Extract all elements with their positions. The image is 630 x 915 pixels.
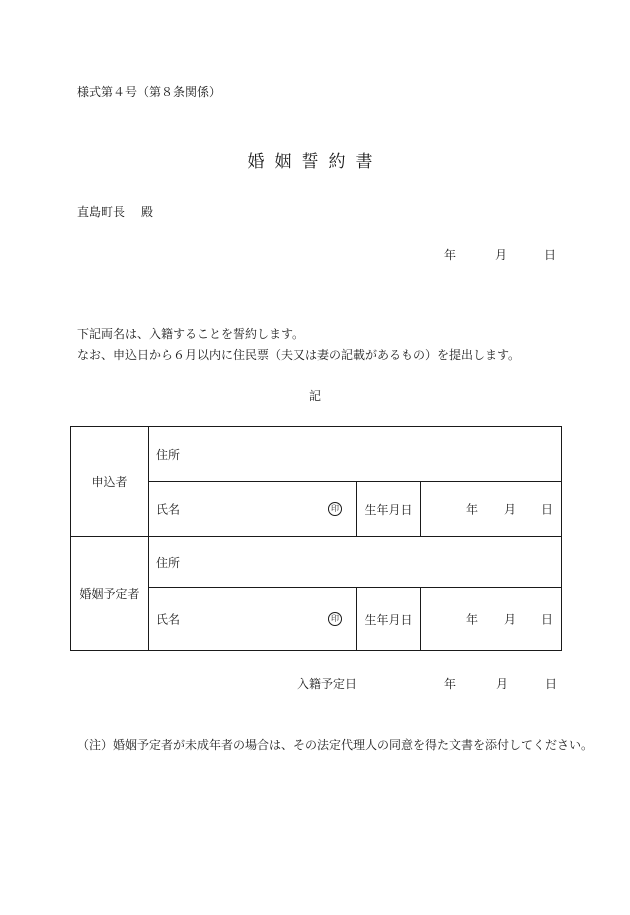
fiance-address-field[interactable] xyxy=(149,537,562,588)
fiance-address-label: 住所 xyxy=(156,555,181,570)
document-title: 婚姻誓約書 xyxy=(247,152,383,172)
applicant-birth-month: 月 xyxy=(504,502,517,517)
seal-icon: 印 xyxy=(328,612,342,626)
registration-month: 月 xyxy=(496,677,509,691)
ki-heading: 記 xyxy=(308,389,321,403)
applicant-address-row xyxy=(71,427,562,482)
date-year: 年 xyxy=(444,248,457,262)
fiance-name-label: 氏名 xyxy=(156,612,181,627)
applicant-address-label: 住所 xyxy=(156,447,181,462)
body-text-line-1: 下記両名は、入籍することを誓約します。 xyxy=(77,327,305,341)
form-number: 様式第４号（第８条関係） xyxy=(77,85,222,99)
scheduled-registration-date xyxy=(297,678,567,692)
fiance-role-label: 婚姻予定者 xyxy=(71,537,149,651)
applicant-birth-year: 年 xyxy=(466,502,479,517)
registration-year: 年 xyxy=(444,677,457,691)
seal-icon: 印 xyxy=(328,502,342,516)
registration-date-label: 入籍予定日 xyxy=(297,677,358,691)
fiance-birth-year: 年 xyxy=(466,612,479,627)
body-text-line-2: なお、申込日から６月以内に住民票（夫又は妻の記載があるもの）を提出します。 xyxy=(77,348,521,362)
applicant-address-field[interactable] xyxy=(149,427,562,482)
fiance-name-field[interactable] xyxy=(149,588,357,651)
applicant-name-field[interactable] xyxy=(149,482,357,537)
applicant-name-label: 氏名 xyxy=(156,502,181,517)
applicant-birth-day: 日 xyxy=(541,502,554,517)
applicant-role-label: 申込者 xyxy=(71,427,149,537)
applicant-birthdate-label: 生年月日 xyxy=(357,482,421,537)
registration-day: 日 xyxy=(545,677,558,691)
recipient xyxy=(77,206,153,218)
fiance-birth-day: 日 xyxy=(541,612,554,627)
date-day: 日 xyxy=(544,248,557,262)
pledge-form-table xyxy=(70,426,562,651)
fiance-address-row xyxy=(71,537,562,588)
recipient-name: 直島町長 xyxy=(77,205,126,219)
recipient-honorific: 殿 xyxy=(141,205,154,219)
date-month: 月 xyxy=(495,248,508,262)
fiance-birthdate-field[interactable] xyxy=(421,588,562,651)
footnote: （注）婚姻予定者が未成年者の場合は、その法定代理人の同意を得た文書を添付してください。 xyxy=(77,738,594,752)
fiance-birthdate-label: 生年月日 xyxy=(357,588,421,651)
applicant-birthdate-field[interactable] xyxy=(421,482,562,537)
fiance-birth-month: 月 xyxy=(504,612,517,627)
